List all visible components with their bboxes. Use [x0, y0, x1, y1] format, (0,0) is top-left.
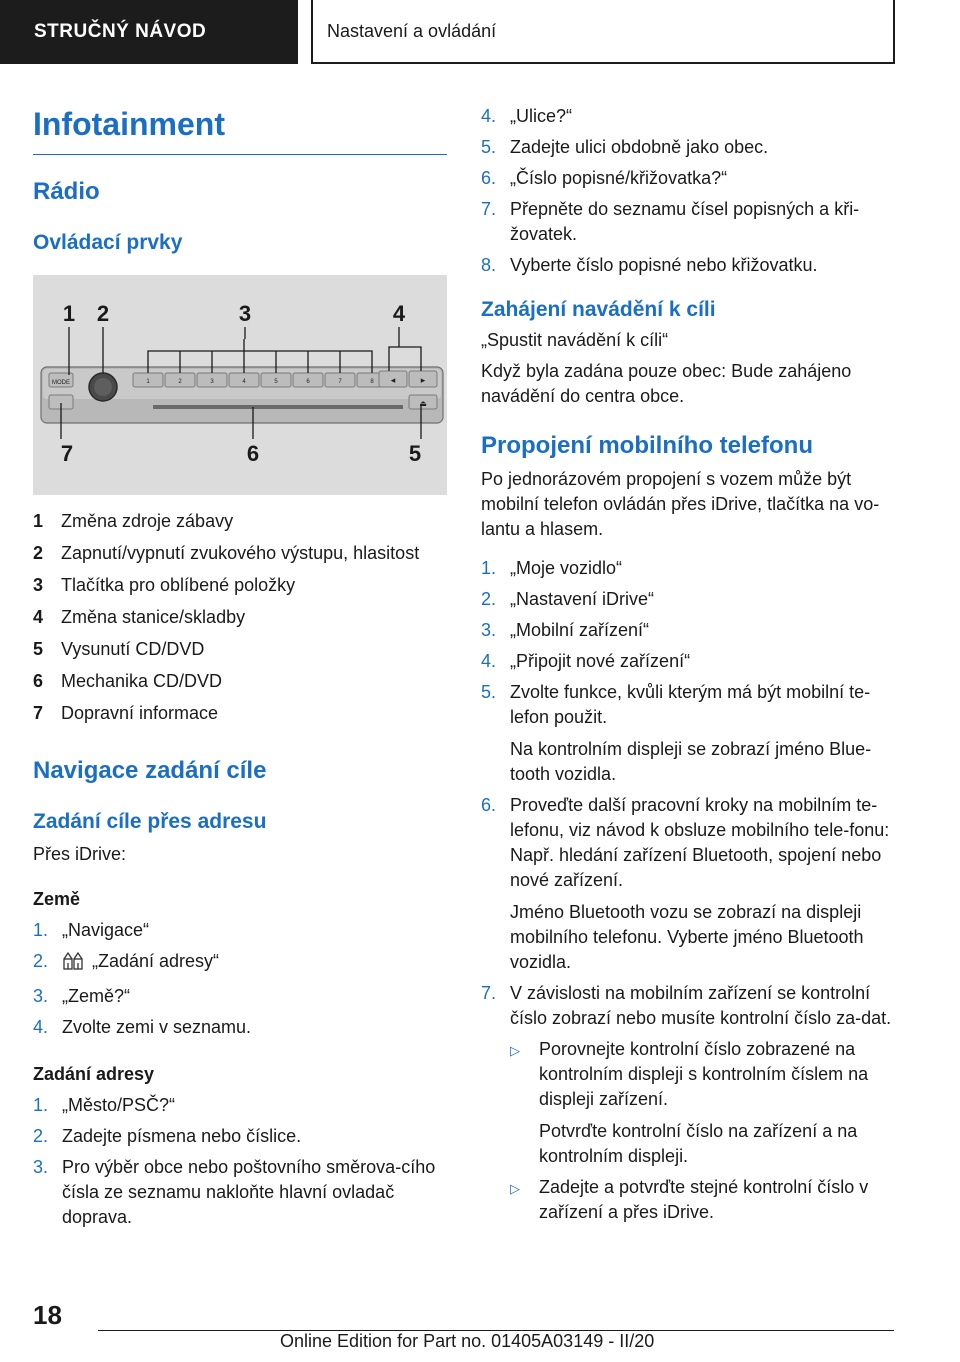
figure-legend: [33, 509, 447, 726]
list-item: 6. Proveďte další pracovní kroky na mobilním te-lefonu, viz návod k obsluze mobilního tele-fonu: Např. hledání zařízení Bluetooth, spojení nebo nové zařízení. Jméno Bluetooth vozu se zobrazí na displeji mobilního telefonu. Vyberte jméno Bluetooth vozidla.: [481, 793, 901, 975]
list-item: 4. „Ulice?“: [481, 106, 573, 126]
preset-3-label: 3: [210, 379, 214, 385]
callout-5: 5: [408, 441, 422, 466]
page-title: Infotainment: [33, 106, 225, 142]
preset-8-label: 8: [370, 379, 374, 385]
country-label: Země: [33, 889, 81, 909]
preset-1-label: 1: [146, 379, 150, 385]
list-item: 3. Pro výběr obce nebo poštovního směrova-cího čísla ze seznamu nakloňte hlavní ovladač doprava.: [33, 1157, 436, 1227]
address-intro: Přes iDrive:: [33, 844, 127, 864]
list-item: 1. „Navigace“: [33, 920, 150, 940]
list-item: 4. „Připojit nové zařízení“: [481, 651, 691, 671]
legend-item: 6 Mechanika CD/DVD: [33, 671, 223, 691]
phone-pairing-intro: Po jednorázovém propojení s vozem může být mobilní telefon ovládán přes iDrive, tlačítka na vo-lantu a hlasem.: [481, 469, 880, 539]
preset-6-label: 6: [306, 379, 310, 385]
legend-item: 5 Vysunutí CD/DVD: [33, 639, 205, 659]
address-entry-icon: [62, 949, 84, 978]
page-number: 18: [33, 1300, 62, 1330]
list-item: 2. „Zadání adresy“: [33, 949, 447, 978]
radio-controls-figure: [33, 275, 447, 495]
step-note: Na kontrolním displeji se zobrazí jméno Blue-tooth vozidla.: [510, 739, 872, 784]
eject-icon: ⏏: [419, 399, 427, 408]
legend-item: 2 Zapnutí/vypnutí zvukového výstupu, hlasitost: [33, 543, 420, 563]
list-item: 2. Zadejte písmena nebo číslice.: [33, 1126, 302, 1146]
seek-back-icon: ◂: [390, 375, 396, 385]
list-item: 1. „Moje vozidlo“: [481, 558, 623, 578]
legend-item: 1 Změna zdroje zábavy: [33, 511, 234, 531]
verification-bullets: [510, 1037, 901, 1225]
callout-4: 4: [392, 301, 406, 326]
seek-forward-icon: ▸: [420, 375, 426, 385]
right-column: [481, 104, 901, 1237]
list-item: 4. Zvolte zemi v seznamu.: [33, 1017, 252, 1037]
preset-4-label: 4: [242, 379, 246, 385]
preset-5-label: 5: [274, 379, 278, 385]
edition-text: Online Edition for Part no. 01405A03149 - II/20: [280, 1331, 655, 1351]
start-guidance-command: „Spustit navádění k cíli“: [481, 330, 669, 350]
list-item: 2. „Nastavení iDrive“: [481, 589, 655, 609]
chapter-tab: Nastavení a ovládání: [311, 0, 895, 64]
radio-heading: Rádio: [33, 178, 100, 205]
list-item: 5. Zadejte ulici obdobně jako obec.: [481, 137, 769, 157]
address-steps-continued: [481, 104, 901, 278]
legend-item: 7 Dopravní informace: [33, 703, 219, 723]
start-guidance-heading: Zahájení navádění k cíli: [481, 298, 716, 321]
address-steps: [33, 1093, 447, 1230]
country-steps: [33, 918, 447, 1040]
callout-3: 3: [238, 301, 252, 326]
list-item: 5. Zvolte funkce, kvůli kterým má být mobilní te-lefon použit. Na kontrolním displeji se zobrazí jméno Blue-tooth vozidla.: [481, 680, 901, 787]
list-item: 1. „Město/PSČ?“: [33, 1095, 176, 1115]
callout-7: 7: [60, 441, 74, 466]
start-guidance-note: Když byla zadána pouze obec: Bude zahájeno navádění do centra obce.: [481, 361, 852, 406]
callout-1: 1: [62, 301, 76, 326]
controls-heading: Ovládací prvky: [33, 231, 183, 254]
legend-item: 3 Tlačítka pro oblíbené položky: [33, 575, 296, 595]
address-label: Zadání adresy: [33, 1064, 155, 1084]
address-entry-heading: Zadání cíle přes adresu: [33, 810, 267, 833]
radio-panel-illustration: [33, 275, 447, 495]
bullet-item: ▷ Zadejte a potvrďte stejné kontrolní číslo v zařízení a přes iDrive.: [510, 1175, 901, 1225]
section-tab: STRUČNÝ NÁVOD: [0, 0, 298, 64]
legend-item: 4 Změna stanice/skladby: [33, 607, 246, 627]
preset-7-label: 7: [338, 379, 342, 385]
page-header: [0, 0, 960, 66]
list-item: 6. „Číslo popisné/křižovatka?“: [481, 168, 728, 188]
phone-steps: [481, 556, 901, 1231]
list-item: 3. „Mobilní zařízení“: [481, 620, 650, 640]
figure-button-label: MODE: [52, 380, 70, 386]
list-item: 7. V závislosti na mobilním zařízení se kontrolní číslo zobrazí nebo musíte kontrolní číslo za-dat. ▷ Porovnejte kontrolní číslo zobrazené na kontrolním displeji s kontrolním číslem na displeji zařízení. Potvrďte kontrolní číslo na zařízení a na kontrolním displeji. ▷ Zadejte a potvrďte stejné kontrolní číslo v zařízení a přes iDrive.: [481, 981, 901, 1231]
list-item: 7. Přepněte do seznamu čísel popisných a kři-žovatek.: [481, 199, 860, 244]
title-rule: [33, 154, 447, 155]
navigation-heading: Navigace zadání cíle: [33, 757, 267, 784]
step-note: Jméno Bluetooth vozu se zobrazí na displeji mobilního telefonu. Vyberte jméno Bluetooth vozidla.: [510, 902, 864, 972]
list-item: 3. „Země?“: [33, 986, 131, 1006]
callout-6: 6: [246, 441, 260, 466]
bullet-item: ▷ Porovnejte kontrolní číslo zobrazené na kontrolním displeji s kontrolním číslem na displeji zařízení. Potvrďte kontrolní číslo na zařízení a na kontrolním displeji.: [510, 1037, 901, 1169]
triangle-bullet-icon: ▷: [510, 1043, 520, 1058]
preset-2-label: 2: [178, 379, 182, 385]
phone-pairing-heading: Propojení mobilního telefonu: [481, 432, 813, 459]
left-column: [33, 96, 447, 1236]
callout-2: 2: [96, 301, 110, 326]
triangle-bullet-icon: ▷: [510, 1181, 520, 1196]
list-item: 8. Vyberte číslo popisné nebo křižovatku.: [481, 255, 818, 275]
bullet-note: Potvrďte kontrolní číslo na zařízení a na kontrolním displeji.: [539, 1121, 858, 1166]
